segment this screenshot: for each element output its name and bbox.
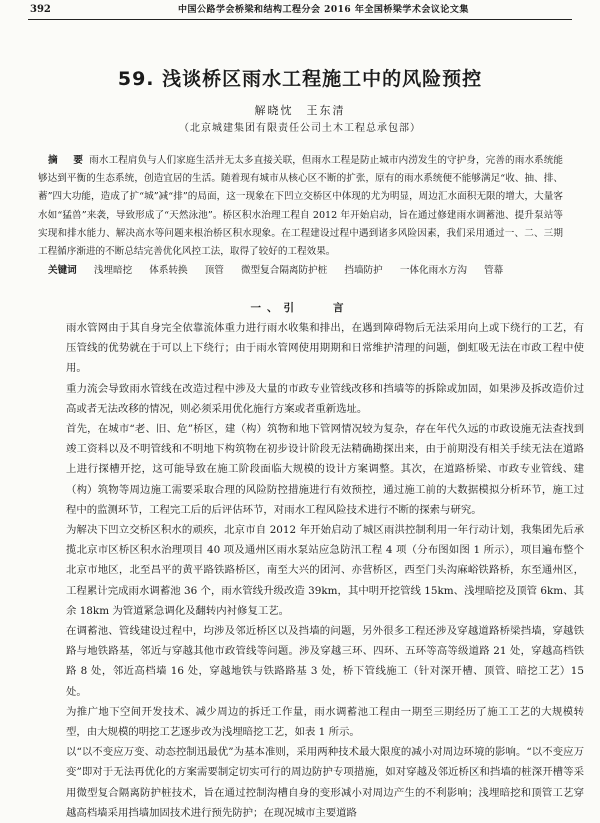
page-number: 392 xyxy=(30,4,51,15)
keyword: 管幕 xyxy=(484,265,504,276)
section-heading: 一、引 言 xyxy=(250,302,350,314)
author-names: 解晓忱 王东清 xyxy=(254,104,346,117)
paragraph: 为推广地下空间开发技术、减少周边的拆迁工作量，雨水调蓄池工程由一期至三期经历了施工工艺的大规模转型，由大规模的明挖工艺逐步改为浅埋暗挖工艺，如表 1 所示。 xyxy=(66,705,584,739)
keyword: 微型复合隔离防护桩 xyxy=(240,265,328,276)
abstract-text: 雨水工程肩负与人们家庭生活并无太多直接关联，但雨水工程是防止城市内涝发生的守护身，完善的雨水系统能够达到平衡的生态系统，创造宜居的生活。随着现有城市从核心区不断的扩张，原有的雨水系统便不能够满足“收、抽、排、蓄”四大功能，造成了扩“城”减“排”的局面，这一现象在下凹立交桥区中体现的尤为明显，周边汇水面积无限的增大，大量客水如“猛兽”来袭，导致形成了“天然泳池”。桥区积水治理工程自 2012 年开始启动，旨在通过修建雨水调蓄池、提升泵站等实现和排水能力、解决高水等问题来根治桥区积水现象。在工程建设过程中遇到诸多风险因素，我们采用通过一、二、三期工程循序渐进的不断总结完善优化风控工法，取得了较好的工程效果。 xyxy=(38,155,563,258)
paragraph: 为解决下凹立交桥区积水的顽疾，北京市自 2012 年开始启动了城区雨洪控制利用一年行动计划，我集团先后承揽北京市区桥区积水治理项目 40 项及通州区雨水泵站应急防汛工程 4 项（分布图如图 1 所示），项目遍布整个北京市地区，北至昌平的黄平路铁路桥区，南至大兴的团河、亦营桥区，西至门头沟麻峪铁路桥，东至通州区，工程累计完成雨水调蓄池 36 个，雨水管线升级改造 39km，其中明开挖管线 15km、浅埋暗挖及顶管 6km、其余 18km 为管道紧急调化及翻转内衬修复工艺。 xyxy=(66,524,584,617)
keyword: 挡墙防护 xyxy=(344,265,383,276)
abstract-label: 摘 要 xyxy=(48,155,87,166)
paragraph: 首先，在城市“老、旧、危”桥区，建（构）筑物和地下管网情况较为复杂，存在年代久远的市政设施无法查找到竣工资料以及不明管线和不明地下构筑物在初步设计阶段无法精确勘探出来，由于前期没有相关手续无法在道路上进行探槽开挖，这可能导致在施工阶段面临大规模的设计方案调整。其次，在道路桥梁、市政专业管线、建（构）筑物等周边施工需要采取合理的风险防控措施进行有效预控，通过施工前的大数据模拟分析环节，施工过程中的监测环节，工程完工后的后评估环节，对雨水工程风险技术进行不断的探索与研究。 xyxy=(66,423,584,516)
abstract xyxy=(38,152,563,261)
body-text xyxy=(66,318,584,823)
paragraph: 雨水管网由于其自身完全依靠流体重力进行雨水收集和排出，在遇到障碍物后无法采用向上或下绕行的工艺，有压管线的优势就在于可以上下绕行；由于雨水管网使用期期和日常维护清理的问题，倒虹吸无法在市政工程中使用。 xyxy=(66,322,584,375)
article-title: 59. 浅谈桥区雨水工程施工中的风险预控 xyxy=(117,68,483,90)
paragraph: 在调蓄池、管线建设过程中，均涉及邻近桥区以及挡墙的问题，另外很多工程还涉及穿越道路桥梁挡墙，穿越铁路与地铁路基，邻近与穿越其他市政管线等问题。涉及穿越三环、四环、五环等高等级道路 21 处，穿越高档铁路 8 处，邻近高档墙 16 处，穿越地铁与铁路路基 3 处，桥下管线施工（针对深开槽、顶管、暗挖工艺）15 处。 xyxy=(66,625,584,698)
paragraph: 重力流会导致雨水管线在改造过程中涉及大量的市政专业管线改移和挡墙等的拆除或加固，如果涉及拆改造价过高或者无法改移的情况，则必须采用优化施行方案或者重新选址。 xyxy=(66,382,584,415)
keyword: 浅埋暗挖 xyxy=(93,265,133,276)
keyword: 体系转换 xyxy=(149,265,188,276)
keywords xyxy=(38,262,563,280)
keyword: 一体化雨水方沟 xyxy=(399,265,467,276)
paragraph: 以“以不变应万变、动态控制迅最优”为基本准则，采用两种技术最大限度的减小对周边环境的影响。“以不变应万变”即对于无法再优化的方案需要制定切实可行的周边防护专项措施，如对穿越及邻近桥区和挡墙的桩深开槽等采用微型复合隔离防护桩技术，旨在通过控制沟槽自身的变形减小对周边产生的不利影响；浅埋暗挖和顶管工艺穿越高档墙采用挡墙加固技术进行预先防护；在现况城市主要道路 xyxy=(66,746,584,819)
running-header xyxy=(28,3,572,20)
keywords-label: 关键词 xyxy=(48,265,77,276)
conference-title: 中国公路学会桥梁和结构工程分会 2016 年全国桥梁学术会议论文集 xyxy=(178,5,469,15)
author-affiliation: （北京城建集团有限责任公司土木工程总承包部） xyxy=(179,123,421,134)
keyword: 顶管 xyxy=(204,265,224,276)
